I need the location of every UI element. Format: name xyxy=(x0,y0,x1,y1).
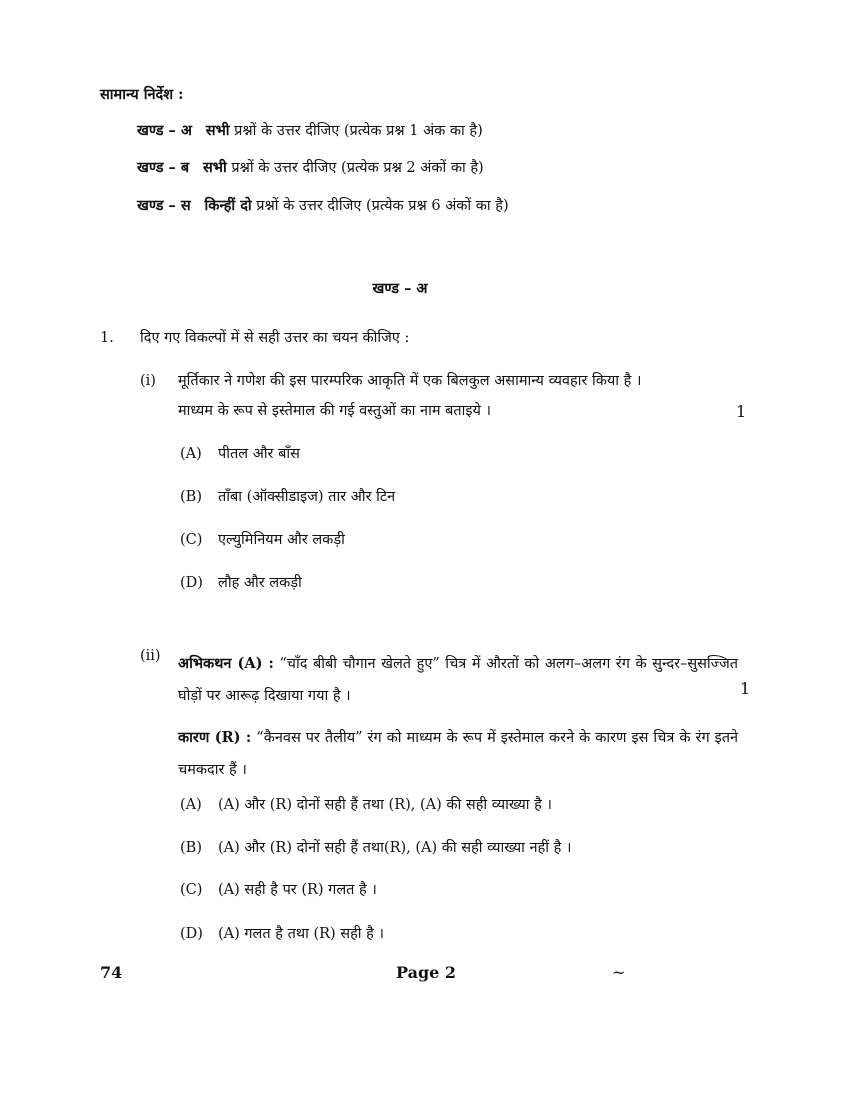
option-letter: (D) xyxy=(180,575,203,591)
instruction-bold-word: सभी xyxy=(202,159,227,176)
option-letter: (B) xyxy=(180,489,202,505)
option-letter: (D) xyxy=(180,926,203,942)
page-number: Page 2 xyxy=(396,963,457,982)
assertion-text: “चाँद बीबी चौगान खेलते हुए” चित्र में औरतों को अलग–अलग रंग के सुन्दर–सुसज्जित घोड़ों पर आरूढ़ दिखाया गया है । xyxy=(178,656,738,704)
option-text: (A) सही है पर (R) गलत है । xyxy=(218,882,377,898)
paper-code: 74 xyxy=(100,963,123,982)
instruction-text: प्रश्नों के उत्तर दीजिए (प्रत्येक प्रश्न 2 अंकों का है) xyxy=(231,160,484,176)
assertion xyxy=(178,648,738,712)
reason xyxy=(178,722,738,786)
marks: 1 xyxy=(736,402,747,421)
option-text: (A) और (R) दोनों सही हैं तथा (R), (A) की सही व्याख्या है । xyxy=(218,797,552,813)
section-heading: खण्ड – अ xyxy=(372,280,428,297)
option-text: ताँबा (ऑक्सीडाइज) तार और टिन xyxy=(218,489,396,505)
instruction-text: प्रश्नों के उत्तर दीजिए (प्रत्येक प्रश्न 6 अंकों का है) xyxy=(256,198,509,214)
reason-text: “कैनवस पर तैलीय” रंग को माध्यम के रूप में इस्तेमाल करने के कारण इस चित्र के रंग इतने चमकदार हैं । xyxy=(178,730,739,778)
reason-label: कारण (R) : xyxy=(178,729,252,746)
section-label: खण्ड – अ xyxy=(137,122,192,139)
option-letter: (B) xyxy=(180,840,202,856)
assertion-label: अभिकथन (A) : xyxy=(178,655,274,672)
option-text: (A) और (R) दोनों सही हैं तथा(R), (A) की सही व्याख्या नहीं है । xyxy=(218,840,572,856)
section-label: खण्ड – स xyxy=(137,197,191,214)
question-number: 1. xyxy=(100,330,114,346)
option-letter: (A) xyxy=(180,446,202,462)
subquestion-line: माध्यम के रूप से इस्तेमाल की गई वस्तुओं का नाम बताइये । xyxy=(178,403,492,419)
instruction-row xyxy=(137,122,483,140)
question-instruction: दिए गए विकल्पों में से सही उत्तर का चयन कीजिए : xyxy=(140,330,410,346)
option-letter: (C) xyxy=(180,882,203,898)
subquestion-line: मूर्तिकार ने गणेश की इस पारम्परिक आकृति में एक बिलकुल असामान्य व्यवहार किया है । xyxy=(178,373,642,389)
instruction-row xyxy=(137,197,509,215)
footer-mark: ~ xyxy=(612,963,626,982)
option-letter: (A) xyxy=(180,797,202,813)
option-text: (A) गलत है तथा (R) सही है । xyxy=(218,926,384,942)
option-text: पीतल और बाँस xyxy=(218,446,300,462)
subquestion-label: (ii) xyxy=(140,648,161,664)
option-text: लौह और लकड़ी xyxy=(218,575,302,591)
general-instructions-title: सामान्य निर्देश : xyxy=(100,86,184,103)
marks: 1 xyxy=(740,679,751,698)
instruction-bold-word: सभी xyxy=(205,122,230,139)
instruction-row xyxy=(137,159,484,177)
option-text: एल्युमिनियम और लकड़ी xyxy=(218,532,345,548)
instruction-text: प्रश्नों के उत्तर दीजिए (प्रत्येक प्रश्न 1 अंक का है) xyxy=(234,123,483,139)
option-letter: (C) xyxy=(180,532,203,548)
section-label: खण्ड – ब xyxy=(137,159,190,176)
subquestion-label: (i) xyxy=(140,373,156,389)
instruction-bold-word: किन्हीं दो xyxy=(204,197,252,214)
